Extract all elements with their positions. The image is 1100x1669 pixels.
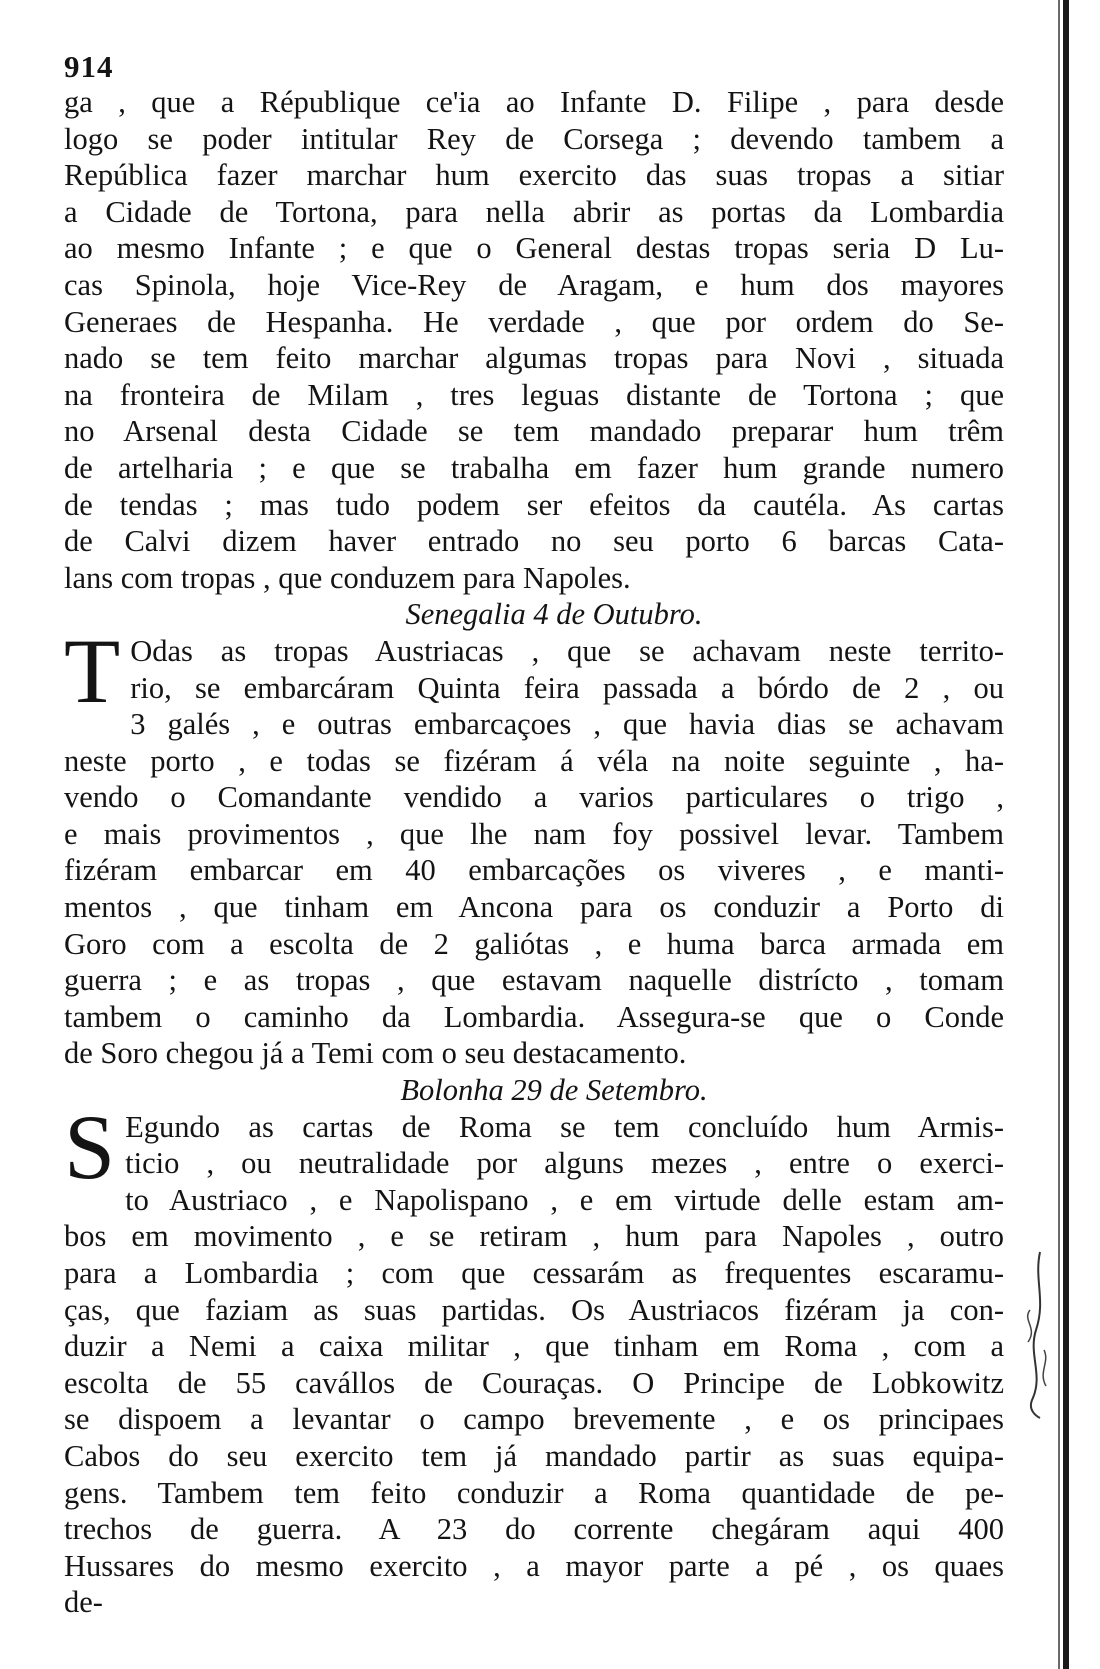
paragraph-continuation — [64, 84, 1004, 596]
text-line: rio, se embarcáram Quinta feira passada a bórdo de 2 , ou — [130, 670, 1004, 705]
text-line: na fronteira de Milam , tres leguas distante de Tortona ; que — [64, 377, 1004, 412]
text-line: escolta de 55 cavállos de Couraças. O Principe de Lobkowitz — [64, 1365, 1004, 1400]
text-line: ga , que a République ce'ia ao Infante D. Filipe , para desde — [64, 85, 1004, 119]
text-line: vendo o Comandante vendido a varios particulares o trigo , — [64, 780, 1004, 815]
dateline-bolonha: Bolonha 29 de Setembro. — [400, 1073, 708, 1108]
dropcap-s: S — [64, 1095, 116, 1198]
text-line: ao mesmo Infante ; e que o General destas tropas seria D Lu- — [64, 231, 1004, 266]
text-line: para a Lombardia ; com que cessarám as frequentes escaramu- — [64, 1256, 1004, 1290]
text-line: de artelharia ; e que se trabalha em fazer hum grande numero — [64, 450, 1004, 485]
text-line: a Cidade de Tortona, para nella abrir as portas da Lombardia — [64, 194, 1004, 229]
dropcap-t: T — [64, 619, 121, 722]
text-line: Goro com a escolta de 2 galiótas , e huma barca armada em — [64, 926, 1004, 961]
text-line: se dispoem a levantar o campo brevemente , e os principaes — [64, 1402, 1004, 1437]
text-line: Hussares do mesmo exercito , a mayor parte a pé , os quaes — [64, 1548, 1004, 1583]
text-line: 3 galés , e outras embarcaçoes , que havia dias se achavam — [130, 707, 1004, 742]
text-column — [64, 50, 1004, 1621]
text-line: guerra ; e as tropas , que estavam naquelle distrícto , tomam — [64, 963, 1004, 998]
text-line: e mais provimentos , que lhe nam foy possivel levar. Tambem — [64, 816, 1004, 851]
text-line: cas Spinola, hoje Vice-Rey de Aragam, e hum dos mayores — [64, 267, 1004, 302]
text-line: gens. Tambem tem feito conduzir a Roma quantidade de pe- — [64, 1475, 1004, 1510]
section-bolonha — [64, 1095, 1004, 1621]
text-line: tambem o caminho da Lombardia. Assegura-se que o Conde — [64, 999, 1004, 1034]
text-line: logo se poder intitular Rey de Corsega ; devendo tambem a — [64, 121, 1004, 156]
text-line: de Soro chegou já a Temi com o seu destacamento. — [64, 1036, 687, 1071]
text-line: to Austriaco , e Napolispano , e em virtude delle estam am- — [125, 1182, 1004, 1217]
text-line: mentos , que tinham em Ancona para os conduzir a Porto di — [64, 890, 1004, 925]
text-line: no Arsenal desta Cidade se tem mandado preparar hum trêm — [64, 414, 1004, 449]
text-line: duzir a Nemi a caixa militar , que tinham em Roma , com a — [64, 1329, 1004, 1364]
page-number: 914 — [64, 49, 114, 84]
text-line: neste porto , e todas se fizéram á véla na noite seguinte , ha- — [64, 743, 1004, 778]
text-line: nado se tem feito marchar algumas tropas para Novi , situada — [64, 341, 1004, 376]
text-line: ticio , ou neutralidade por alguns mezes , entre o exerci- — [125, 1146, 1004, 1181]
text-line: Generaes de Hespanha. He verdade , que por ordem do Se- — [64, 304, 1004, 339]
text-line: Egundo as cartas de Roma se tem concluído hum Armis- — [125, 1109, 1004, 1144]
page-binding-shadow — [1058, 0, 1060, 1669]
text-line: bos em movimento , e se retiram , hum para Napoles , outro — [64, 1219, 1004, 1254]
text-line: de- — [64, 1585, 103, 1620]
text-line: de tendas ; mas tudo podem ser efeitos da cautéla. As cartas — [64, 487, 1004, 522]
text-line: República fazer marchar hum exercito das suas tropas a sitiar — [64, 158, 1004, 193]
page-binding-edge — [1063, 0, 1069, 1669]
text-line: ças, que faziam as suas partidas. Os Austriacos fizéram ja con- — [64, 1292, 1004, 1327]
margin-scribble — [1010, 1250, 1054, 1420]
text-line: lans com tropas , que conduzem para Napoles. — [64, 560, 631, 595]
dateline-senegalia: Senegalia 4 de Outubro. — [405, 597, 703, 632]
section-senegalia — [64, 619, 1004, 1072]
text-line: trechos de guerra. A 23 do corrente chegáram aqui 400 — [64, 1512, 1004, 1547]
text-line: de Calvi dizem haver entrado no seu porto 6 barcas Cata- — [64, 524, 1004, 559]
text-line: Cabos do seu exercito tem já mandado partir as suas equipa- — [64, 1438, 1004, 1473]
text-line: Odas as tropas Austriacas , que se achavam neste territo- — [130, 633, 1004, 668]
text-line: fizéram embarcar em 40 embarcações os viveres , e manti- — [64, 853, 1004, 888]
